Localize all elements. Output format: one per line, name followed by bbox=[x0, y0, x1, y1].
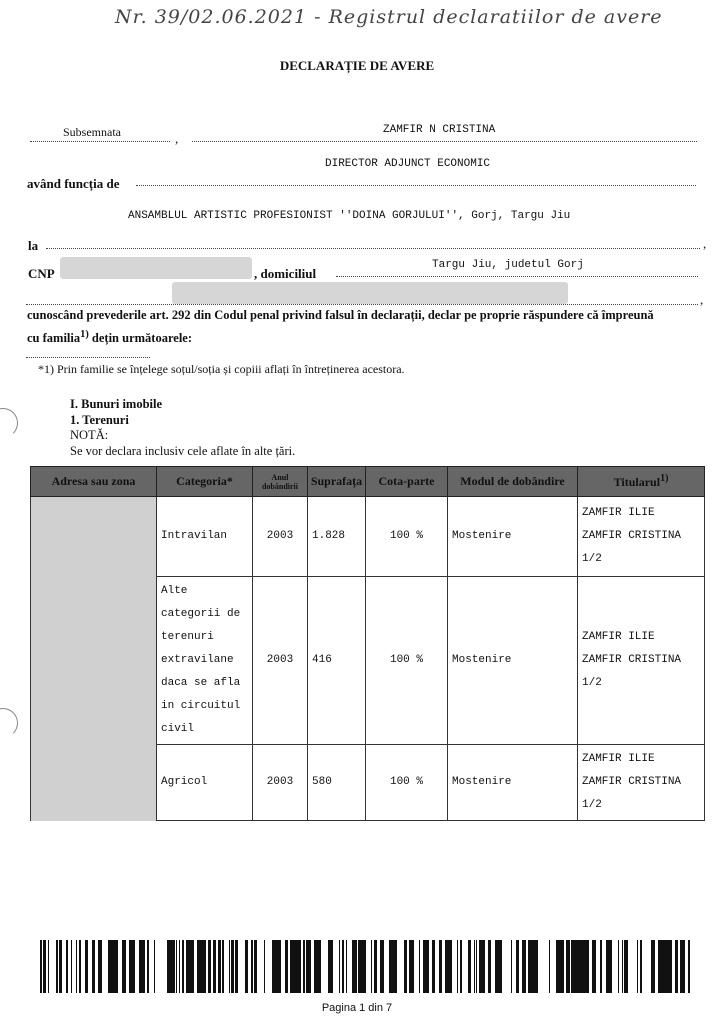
barcode-bar bbox=[48, 940, 49, 993]
titular-line: 1/2 bbox=[582, 677, 602, 689]
suprafata-cell: 1.828 bbox=[308, 497, 366, 577]
barcode-bar bbox=[154, 940, 155, 993]
barcode-bar bbox=[179, 940, 180, 993]
barcode-bar bbox=[251, 940, 253, 993]
barcode-bar bbox=[499, 940, 502, 993]
header-suprafata: Suprafața bbox=[308, 467, 366, 497]
barcode-bar bbox=[361, 940, 364, 993]
barcode-bar bbox=[147, 940, 149, 993]
barcode-bar bbox=[293, 940, 296, 993]
barcode-bar bbox=[480, 940, 481, 993]
modul-cell: Mostenire bbox=[448, 577, 578, 745]
section-title: I. Bunuri imobile bbox=[70, 397, 163, 411]
dotted-line bbox=[26, 304, 698, 305]
page-footer: Pagina 1 din 7 bbox=[321, 1002, 393, 1014]
barcode-bar bbox=[297, 940, 298, 993]
barcode-bar bbox=[569, 940, 570, 993]
barcode-bar bbox=[237, 940, 238, 993]
dotted-line bbox=[46, 248, 700, 249]
barcode-bar bbox=[231, 940, 234, 993]
titular-cell bbox=[578, 745, 705, 821]
barcode-bar bbox=[202, 940, 204, 993]
categoria-cell: Agricol bbox=[157, 745, 253, 821]
suprafata-cell: 580 bbox=[308, 745, 366, 821]
barcode-bar bbox=[197, 940, 199, 993]
dotted-line bbox=[192, 141, 697, 142]
barcode-bar bbox=[59, 940, 62, 993]
barcode-bar bbox=[450, 940, 452, 993]
adresa-redacted bbox=[31, 497, 157, 577]
anul-cell: 2003 bbox=[253, 577, 308, 745]
barcode-bar bbox=[468, 940, 471, 993]
titular-cell bbox=[578, 577, 705, 745]
barcode-bar bbox=[276, 940, 279, 993]
barcode-bar bbox=[516, 940, 519, 993]
barcode-bar bbox=[290, 940, 293, 993]
barcode-bar bbox=[187, 940, 189, 993]
barcode-bar bbox=[675, 940, 678, 993]
barcode-bar bbox=[98, 940, 100, 993]
categoria-cell: Intravilan bbox=[157, 497, 253, 577]
barcode-bar bbox=[460, 940, 461, 993]
barcode-bar bbox=[371, 940, 372, 993]
pdf417-barcode bbox=[40, 940, 690, 993]
barcode-bar bbox=[427, 940, 429, 993]
barcode-bar bbox=[229, 940, 230, 993]
barcode-bar bbox=[497, 940, 499, 993]
barcode-bar bbox=[109, 940, 112, 993]
barcode-bar bbox=[637, 940, 638, 993]
barcode-bar bbox=[272, 940, 275, 993]
barcode-bar bbox=[607, 940, 610, 993]
barcode-bar bbox=[680, 940, 682, 993]
barcode-bar bbox=[192, 940, 194, 993]
barcode-bar bbox=[389, 940, 390, 993]
punch-hole bbox=[0, 408, 18, 438]
barcode-bar bbox=[618, 940, 619, 993]
footnote-marker: 1) bbox=[80, 329, 89, 340]
domiciliu-label: , domiciliul bbox=[254, 266, 317, 281]
cota-cell: 100 % bbox=[366, 577, 448, 745]
barcode-bar bbox=[189, 940, 192, 993]
barcode-bar bbox=[556, 940, 557, 993]
comma: , bbox=[700, 292, 704, 307]
barcode-bar bbox=[640, 940, 642, 993]
barcode-bar bbox=[447, 940, 448, 993]
barcode-bar bbox=[664, 940, 665, 993]
adresa-redacted bbox=[31, 577, 157, 745]
statement-text-end: dețin următoarele: bbox=[88, 331, 193, 346]
barcode-bar bbox=[476, 940, 477, 993]
barcode-bar bbox=[479, 940, 480, 993]
nota-text: Se vor declara inclusiv cele aflate în alte țări. bbox=[70, 444, 296, 458]
barcode-bar bbox=[122, 940, 125, 993]
barcode-bar bbox=[319, 940, 321, 993]
header-titularul-text: Titularul bbox=[613, 475, 661, 489]
barcode-bar bbox=[40, 940, 42, 993]
barcode-bar bbox=[222, 940, 224, 993]
barcode-bar bbox=[129, 940, 130, 993]
cnp-label: CNP bbox=[28, 266, 55, 281]
barcode-bar bbox=[79, 940, 80, 993]
barcode-bar bbox=[285, 940, 286, 993]
adresa-redacted bbox=[31, 745, 157, 821]
table-row bbox=[31, 577, 705, 745]
barcode-bar bbox=[112, 940, 115, 993]
barcode-bar bbox=[328, 940, 330, 993]
barcode-bar bbox=[573, 940, 574, 993]
barcode-bar bbox=[524, 940, 526, 993]
barcode-bar bbox=[395, 940, 397, 993]
comma: , bbox=[703, 236, 707, 251]
barcode-bar bbox=[566, 940, 569, 993]
barcode-bar bbox=[339, 940, 340, 993]
barcode-bar bbox=[264, 940, 265, 993]
footnote-marker: 1) bbox=[660, 473, 669, 484]
barcode-bar bbox=[534, 940, 537, 993]
barcode-bar bbox=[511, 940, 512, 993]
barcode-bar bbox=[488, 940, 491, 993]
barcode-bar bbox=[380, 940, 382, 993]
barcode-bar bbox=[559, 940, 562, 993]
cota-cell: 100 % bbox=[366, 497, 448, 577]
barcode-bar bbox=[255, 940, 257, 993]
modul-cell: Mostenire bbox=[448, 745, 578, 821]
barcode-bar bbox=[309, 940, 311, 993]
nota-label: NOTĂ: bbox=[70, 428, 109, 442]
barcode-bar bbox=[382, 940, 384, 993]
barcode-bar bbox=[314, 940, 316, 993]
statement-line-1: cunoscând prevederile art. 292 din Codul penal privind falsul în declarații, declar pe proprie răspundere că împreună bbox=[27, 308, 654, 322]
barcode-bar bbox=[439, 940, 442, 993]
barcode-bar bbox=[298, 940, 301, 993]
barcode-bar bbox=[85, 940, 88, 993]
dotted-line bbox=[336, 276, 698, 277]
barcode-bar bbox=[658, 940, 661, 993]
barcode-bar bbox=[213, 940, 216, 993]
subsection-title: 1. Terenuri bbox=[70, 413, 129, 427]
barcode-bar bbox=[448, 940, 450, 993]
barcode-bar bbox=[279, 940, 281, 993]
barcode-bar bbox=[275, 940, 276, 993]
barcode-bar bbox=[139, 940, 142, 993]
categoria-cell: Alte categorii de terenuri extravilane daca se afla in circuitul civil bbox=[157, 577, 253, 745]
barcode-bar bbox=[254, 940, 255, 993]
barcode-bar bbox=[172, 940, 175, 993]
barcode-bar bbox=[66, 940, 68, 993]
header-cota: Cota-parte bbox=[366, 467, 448, 497]
barcode-bar bbox=[600, 940, 602, 993]
declarant-name: ZAMFIR N CRISTINA bbox=[383, 124, 496, 136]
barcode-bar bbox=[537, 940, 538, 993]
modul-cell: Mostenire bbox=[448, 497, 578, 577]
barcode-bar bbox=[581, 940, 584, 993]
domiciliu-value: Targu Jiu, judetul Gorj bbox=[432, 259, 584, 271]
barcode-bar bbox=[419, 940, 420, 993]
barcode-bar bbox=[316, 940, 319, 993]
barcode-bar bbox=[134, 940, 135, 993]
barcode-bar bbox=[531, 940, 534, 993]
barcode-bar bbox=[622, 940, 623, 993]
cota-cell: 100 % bbox=[366, 745, 448, 821]
barcode-bar bbox=[43, 940, 45, 993]
la-label: la bbox=[28, 238, 39, 253]
barcode-bar bbox=[354, 940, 357, 993]
barcode-bar bbox=[76, 940, 77, 993]
employer-value: ANSAMBLUL ARTISTIC PROFESIONIST ''DOINA GORJULUI'', Gorj, Targu Jiu bbox=[128, 210, 571, 222]
barcode-bar bbox=[218, 940, 221, 993]
barcode-bar bbox=[626, 940, 628, 993]
function-value: DIRECTOR ADJUNCT ECONOMIC bbox=[325, 158, 491, 170]
titular-line: ZAMFIR ILIE bbox=[582, 507, 655, 519]
barcode-bar bbox=[571, 940, 573, 993]
header-modul: Modul de dobândire bbox=[448, 467, 578, 497]
statement-text: cu familia bbox=[27, 331, 81, 346]
barcode-bar bbox=[364, 940, 366, 993]
punch-hole bbox=[0, 708, 18, 738]
titular-line: ZAMFIR CRISTINA bbox=[582, 530, 682, 542]
titular-cell bbox=[578, 497, 705, 577]
barcode-bar bbox=[306, 940, 309, 993]
barcode-bar bbox=[413, 940, 414, 993]
barcode-bar bbox=[661, 940, 664, 993]
dotted-line bbox=[136, 185, 696, 186]
header-adresa: Adresa sau zona bbox=[31, 467, 157, 497]
barcode-bar bbox=[296, 940, 297, 993]
barcode-bar bbox=[56, 940, 58, 993]
barcode-bar bbox=[671, 940, 672, 993]
barcode-bar bbox=[579, 940, 581, 993]
barcode-bar bbox=[665, 940, 666, 993]
barcode-bar bbox=[130, 940, 132, 993]
barcode-bar bbox=[236, 940, 237, 993]
function-label: având funcția de bbox=[27, 176, 120, 191]
barcode-bar bbox=[170, 940, 172, 993]
barcode-bar bbox=[426, 940, 427, 993]
barcode-bar bbox=[562, 940, 564, 993]
barcode-bar bbox=[549, 940, 550, 993]
titular-line: 1/2 bbox=[582, 553, 602, 565]
barcode-bar bbox=[204, 940, 206, 993]
barcode-bar bbox=[461, 940, 462, 993]
barcode-bar bbox=[558, 940, 559, 993]
barcode-bar bbox=[586, 940, 589, 993]
comma: , bbox=[175, 131, 179, 146]
barcode-bar bbox=[358, 940, 361, 993]
document-title: DECLARAȚIE DE AVERE bbox=[279, 58, 435, 73]
barcode-bar bbox=[392, 940, 395, 993]
table-row bbox=[31, 745, 705, 821]
barcode-bar bbox=[592, 940, 593, 993]
titular-line: ZAMFIR CRISTINA bbox=[582, 654, 682, 666]
barcode-bar bbox=[688, 940, 690, 993]
barcode-bar bbox=[606, 940, 607, 993]
barcode-bar bbox=[445, 940, 447, 993]
barcode-bar bbox=[651, 940, 653, 993]
barcode-bar bbox=[346, 940, 347, 993]
barcode-bar bbox=[668, 940, 671, 993]
titular-line: ZAMFIR CRISTINA bbox=[582, 776, 682, 788]
statement-line-2 bbox=[27, 329, 192, 346]
barcode-bar bbox=[412, 940, 413, 993]
titular-line: ZAMFIR ILIE bbox=[582, 631, 655, 643]
barcode-bar bbox=[653, 940, 655, 993]
barcode-bar bbox=[528, 940, 531, 993]
barcode-bar bbox=[610, 940, 612, 993]
barcode-bar bbox=[186, 940, 187, 993]
titular-line: ZAMFIR ILIE bbox=[582, 753, 655, 765]
barcode-bar bbox=[199, 940, 202, 993]
barcode-bar bbox=[182, 940, 184, 993]
dotted-line bbox=[30, 141, 170, 142]
table-row bbox=[31, 497, 705, 577]
anul-cell: 2003 bbox=[253, 497, 308, 577]
handwritten-registration-note: Nr. 39/02.06.2021 - Registrul declaratiilor de avere bbox=[115, 6, 663, 28]
table-header-row bbox=[31, 467, 705, 497]
barcode-bar bbox=[125, 940, 126, 993]
land-table bbox=[30, 466, 705, 821]
barcode-bar bbox=[624, 940, 626, 993]
dotted-line bbox=[26, 357, 150, 358]
barcode-bar bbox=[92, 940, 95, 993]
barcode-bar bbox=[374, 940, 377, 993]
barcode-bar bbox=[574, 940, 577, 993]
subsemnata-label: Subsemnata bbox=[63, 125, 121, 139]
barcode-bar bbox=[409, 940, 412, 993]
barcode-bar bbox=[406, 940, 407, 993]
barcode-bar bbox=[352, 940, 354, 993]
barcode-bar bbox=[245, 940, 248, 993]
barcode-bar bbox=[168, 940, 170, 993]
header-titularul bbox=[578, 467, 705, 497]
barcode-bar bbox=[176, 940, 177, 993]
barcode-bar bbox=[593, 940, 596, 993]
barcode-bar bbox=[45, 940, 46, 993]
barcode-bar bbox=[303, 940, 305, 993]
barcode-bar bbox=[108, 940, 109, 993]
barcode-bar bbox=[682, 940, 685, 993]
barcode-bar bbox=[342, 940, 344, 993]
suprafata-cell: 416 bbox=[308, 577, 366, 745]
barcode-bar bbox=[404, 940, 406, 993]
header-categoria: Categoria* bbox=[157, 467, 253, 497]
barcode-bar bbox=[557, 940, 558, 993]
barcode-bar bbox=[482, 940, 485, 993]
barcode-bar bbox=[208, 940, 211, 993]
family-footnote: *1) Prin familie se înțelege soțul/soția și copiii aflați în întreținerea acestora. bbox=[38, 362, 405, 376]
barcode-bar bbox=[330, 940, 333, 993]
barcode-bar bbox=[100, 940, 102, 993]
barcode-bar bbox=[423, 940, 424, 993]
header-anul: Anul dobândirii bbox=[253, 467, 308, 497]
barcode-bar bbox=[584, 940, 586, 993]
barcode-bar bbox=[481, 940, 482, 993]
barcode-bar bbox=[144, 940, 145, 993]
barcode-bar bbox=[235, 940, 236, 993]
barcode-bar bbox=[132, 940, 134, 993]
barcode-bar bbox=[80, 940, 81, 993]
cnp-redacted bbox=[60, 257, 252, 279]
barcode-bar bbox=[424, 940, 426, 993]
barcode-bar bbox=[457, 940, 458, 993]
barcode-bar bbox=[71, 940, 72, 993]
titular-line: 1/2 bbox=[582, 799, 602, 811]
barcode-bar bbox=[115, 940, 118, 993]
barcode-bar bbox=[577, 940, 579, 993]
barcode-bar bbox=[522, 940, 524, 993]
barcode-bar bbox=[666, 940, 668, 993]
barcode-bar bbox=[474, 940, 475, 993]
barcode-bar bbox=[167, 940, 168, 993]
barcode-bar bbox=[432, 940, 435, 993]
barcode-bar bbox=[142, 940, 144, 993]
barcode-graphic bbox=[40, 940, 690, 993]
barcode-bar bbox=[495, 940, 497, 993]
barcode-bar bbox=[286, 940, 288, 993]
barcode-bar bbox=[390, 940, 392, 993]
address-redacted bbox=[172, 282, 568, 304]
anul-cell: 2003 bbox=[253, 745, 308, 821]
